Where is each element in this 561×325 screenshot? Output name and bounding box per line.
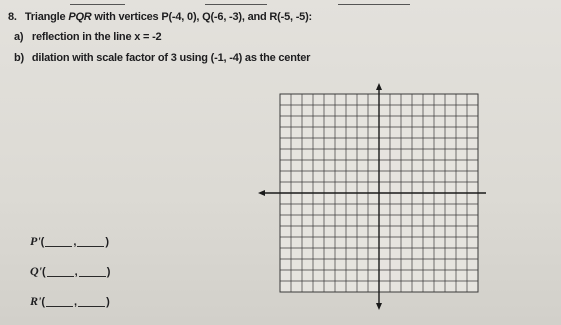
answer-p-open: ( xyxy=(40,236,45,248)
answer-r-name: R' xyxy=(30,294,42,308)
question-text-prefix: Triangle xyxy=(24,11,66,23)
answer-q-close: ) xyxy=(106,266,111,278)
answer-p-prime xyxy=(30,234,109,249)
answer-q-x-blank[interactable] xyxy=(47,276,74,277)
answer-p-close: ) xyxy=(105,236,110,248)
answer-p-name: P' xyxy=(30,234,41,248)
x-axis-left-arrow-icon xyxy=(258,190,265,196)
part-a-label: a) xyxy=(14,31,24,43)
answer-q-open: ( xyxy=(42,266,46,278)
part-b xyxy=(14,52,310,64)
question-text-mid: with vertices xyxy=(94,11,159,23)
answer-q-name: Q' xyxy=(30,264,42,278)
question-8-prompt xyxy=(8,11,312,23)
part-a-text: reflection in the line x = -2 xyxy=(31,31,162,43)
answer-q-y-blank[interactable] xyxy=(79,276,106,277)
y-axis-down-arrow-icon xyxy=(376,303,382,310)
answer-r-prime xyxy=(30,294,110,309)
triangle-name: PQR xyxy=(68,11,92,23)
part-a xyxy=(14,31,161,43)
answer-p-x-blank[interactable] xyxy=(45,246,72,247)
answer-r-comma: , xyxy=(74,296,78,308)
answer-q-comma: , xyxy=(74,266,78,278)
part-b-text: dilation with scale factor of 3 using (-1, -4) as the center xyxy=(31,52,311,64)
question-number: 8. xyxy=(8,11,17,23)
previous-question-remnant xyxy=(0,0,561,9)
answer-p-y-blank[interactable] xyxy=(77,246,104,247)
vertices-text: P(-4, 0), Q(-6, -3), and R(-5, -5): xyxy=(161,11,313,23)
answer-r-x-blank[interactable] xyxy=(46,306,73,307)
coordinate-grid-svg[interactable] xyxy=(258,82,558,317)
answer-q-prime xyxy=(30,264,110,279)
y-axis-up-arrow-icon xyxy=(376,83,382,90)
part-b-label: b) xyxy=(14,52,24,64)
coordinate-grid[interactable] xyxy=(258,82,558,322)
answer-r-close: ) xyxy=(106,296,110,308)
answer-r-y-blank[interactable] xyxy=(78,306,105,307)
answer-p-comma: , xyxy=(73,236,77,248)
answer-r-open: ( xyxy=(41,296,46,308)
